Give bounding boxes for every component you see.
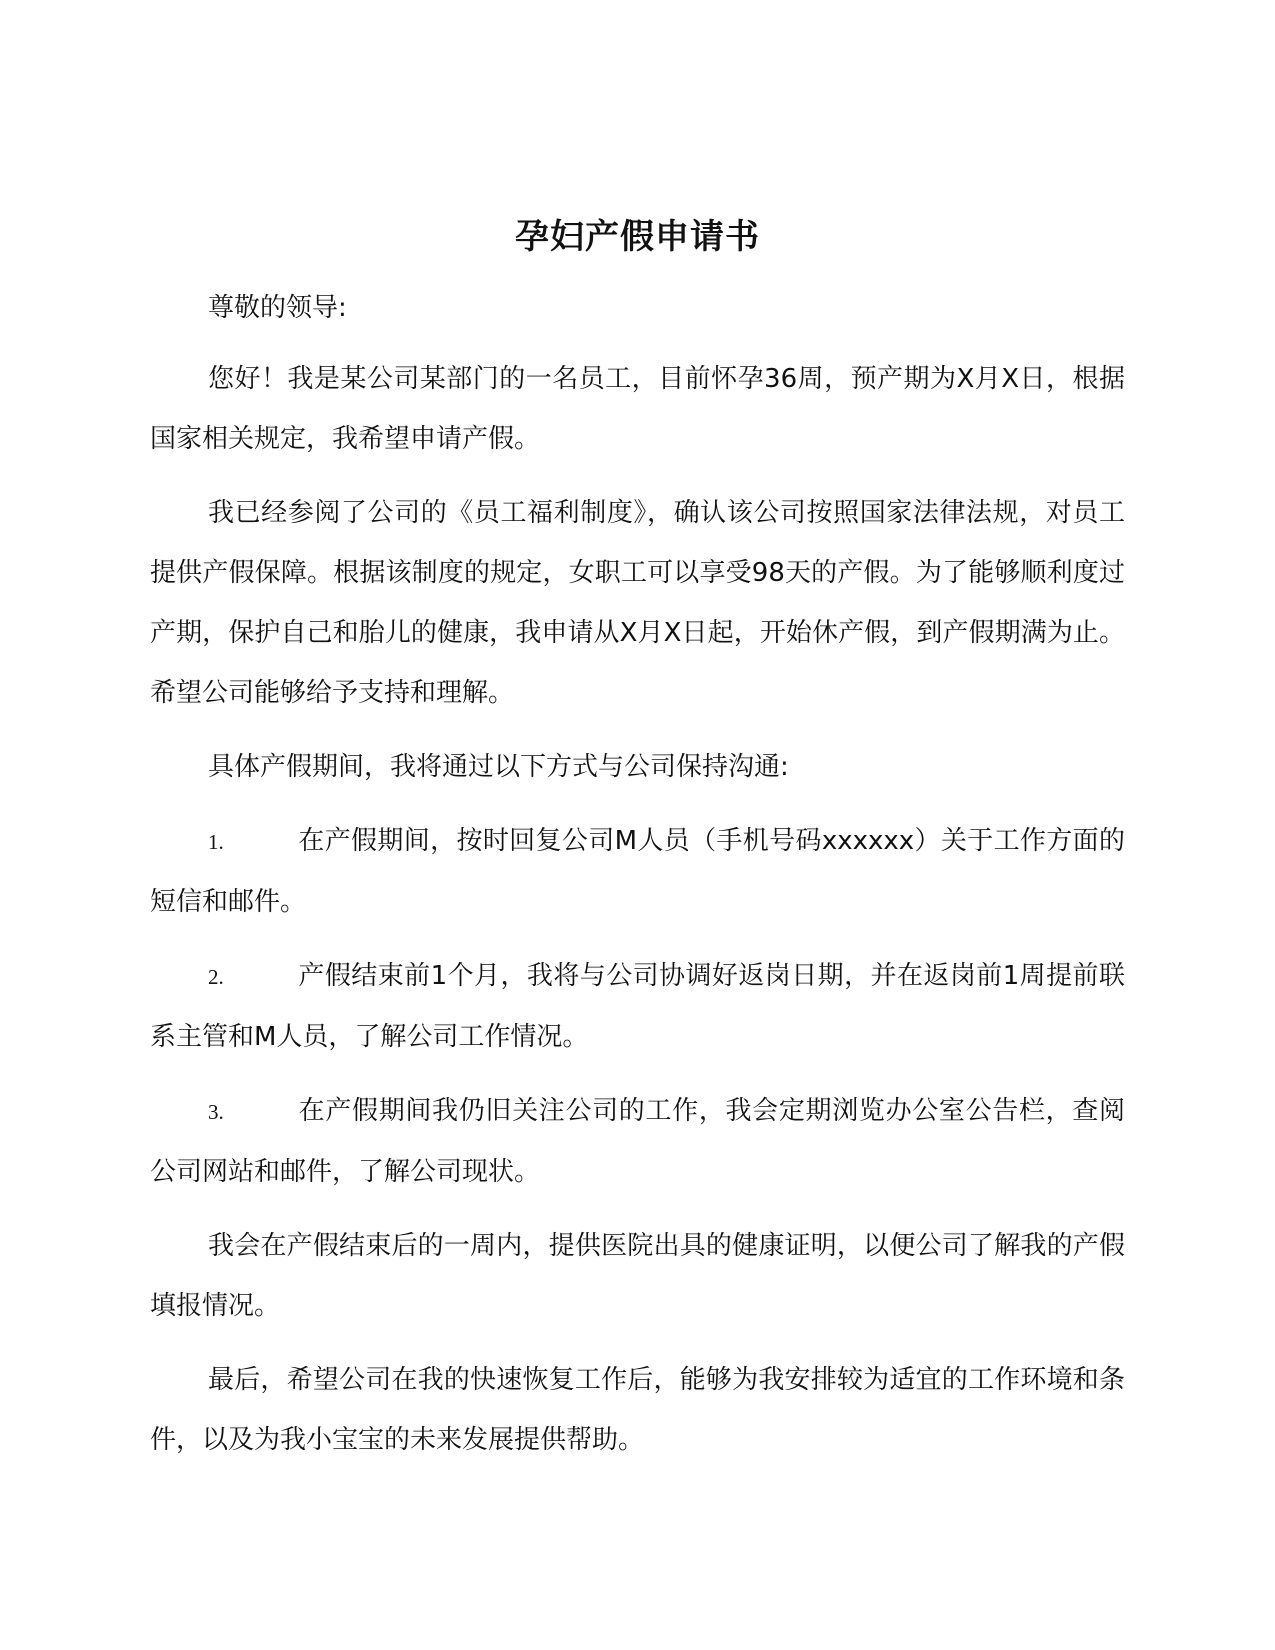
list-item (150, 946, 1125, 1067)
paragraph-communication-intro: 具体产假期间，我将通过以下方式与公司保持沟通: (208, 752, 789, 782)
list-item (150, 811, 1125, 932)
list-number: 1. (208, 830, 224, 854)
salutation: 尊敬的领导: (208, 293, 347, 323)
list-item-text: 产假结束前1个月，我将与公司协调好返岗日期，并在返岗前1周提前联系主管和M人员，了解公司工作情况。 (150, 961, 1125, 1052)
document-title: 孕妇产假申请书 (515, 217, 760, 257)
paragraph-closing: 最后，希望公司在我的快速恢复工作后，能够为我安排较为适宜的工作环境和条件，以及为我小宝宝的未来发展提供帮助。 (150, 1365, 1125, 1455)
paragraph-policy: 我已经参阅了公司的《员工福利制度》，确认该公司按照国家法律法规，对员工提供产假保障。根据该制度的规定，女职工可以享受98天的产假。为了能够顺利度过产期，保护自己和胎儿的健康，我申请从X月X日起，开始休产假，到产假期满为止。希望公司能够给予支持和理解。 (150, 498, 1125, 708)
list-item-text: 在产假期间我仍旧关注公司的工作，我会定期浏览办公室公告栏，查阅公司网站和邮件，了解公司现状。 (150, 1096, 1125, 1187)
list-item-text: 在产假期间，按时回复公司M人员（手机号码xxxxxx）关于工作方面的短信和邮件。 (150, 826, 1125, 917)
paragraph-health-certificate: 我会在产假结束后的一周内，提供医院出具的健康证明，以便公司了解我的产假填报情况。 (150, 1231, 1125, 1321)
paragraph-greeting: 您好！我是某公司某部门的一名员工，目前怀孕36周，预产期为X月X日，根据国家相关规定，我希望申请产假。 (150, 364, 1125, 454)
document-body (150, 278, 1125, 1484)
list-item (150, 1081, 1125, 1202)
list-number: 2. (208, 965, 224, 989)
list-number: 3. (208, 1100, 224, 1124)
